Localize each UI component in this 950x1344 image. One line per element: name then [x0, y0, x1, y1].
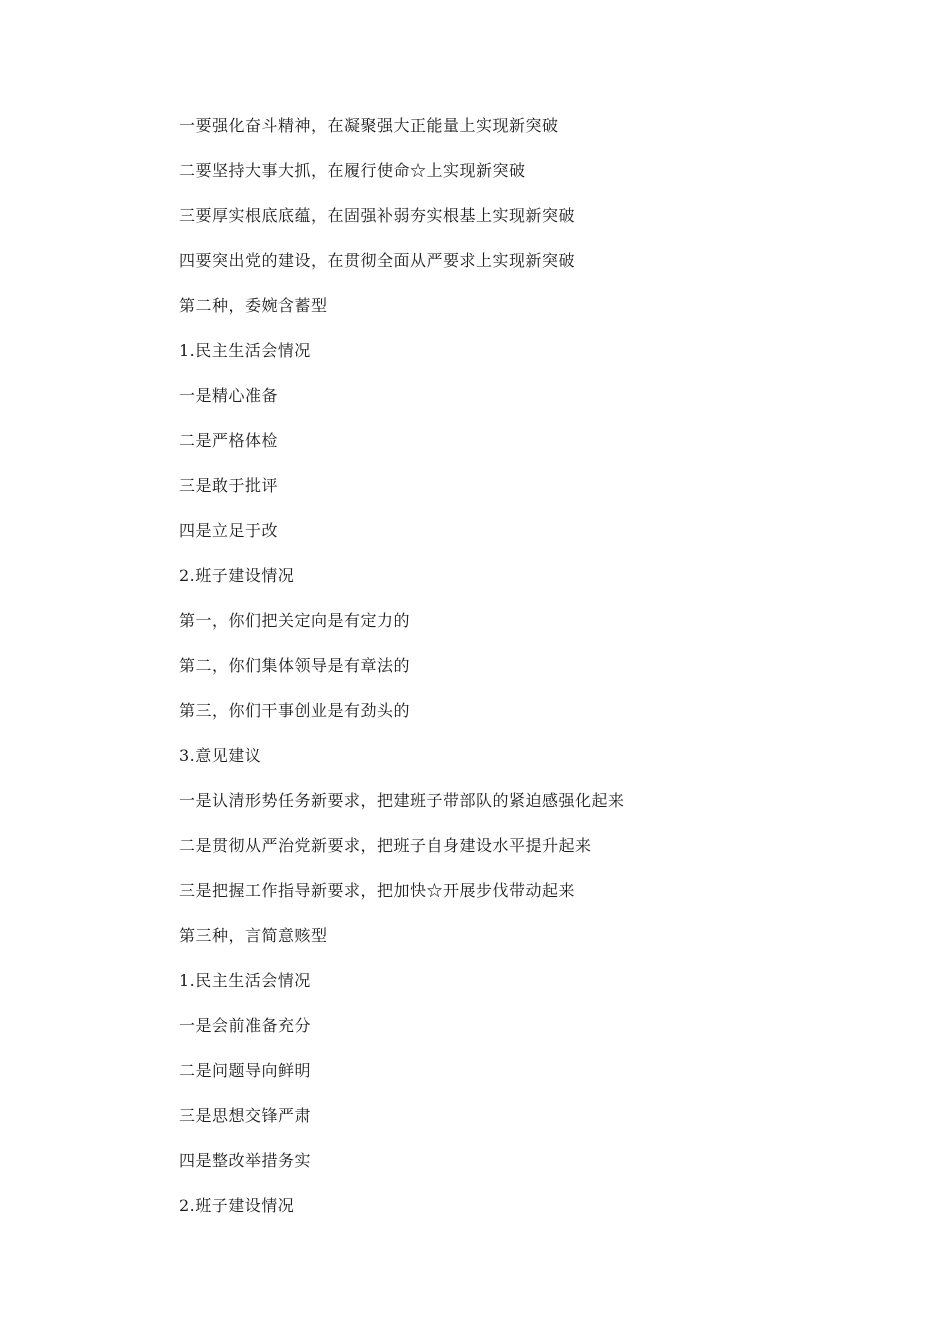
subsection-heading: 1.民主生活会情况	[179, 971, 311, 990]
text-line: 三要厚实根底底蕴，在固强补弱夯实根基上实现新突破	[179, 206, 576, 225]
text-line: 二是贯彻从严治党新要求，把班子自身建设水平提升起来	[179, 836, 592, 855]
text-line: 一是会前准备充分	[179, 1016, 312, 1035]
document-body	[179, 114, 625, 1239]
text-line: 三是把握工作指导新要求，把加快☆开展步伐带动起来	[179, 881, 576, 900]
text-line: 四是立足于改	[179, 521, 279, 540]
subsection-heading: 1.民主生活会情况	[179, 341, 311, 360]
subsection-heading: 2.班子建设情况	[179, 566, 295, 585]
text-line: 三是敢于批评	[179, 476, 279, 495]
text-line: 二是问题导向鲜明	[179, 1061, 312, 1080]
text-line: 二要坚持大事大抓，在履行使命☆上实现新突破	[179, 161, 526, 180]
subsection-heading: 3.意见建议	[179, 746, 262, 765]
text-line: 第二，你们集体领导是有章法的	[179, 656, 411, 675]
text-line: 一是认清形势任务新要求，把建班子带部队的紧迫感强化起来	[179, 791, 625, 810]
text-line: 二是严格体检	[179, 431, 279, 450]
subsection-heading: 2.班子建设情况	[179, 1196, 295, 1215]
text-line: 一要强化奋斗精神，在凝聚强大正能量上实现新突破	[179, 116, 559, 135]
text-line: 第一，你们把关定向是有定力的	[179, 611, 411, 630]
section-heading: 第三种，言简意赅型	[179, 926, 328, 945]
text-line: 四是整改举措务实	[179, 1151, 312, 1170]
text-line: 三是思想交锋严肃	[179, 1106, 312, 1125]
text-line: 四要突出党的建设，在贯彻全面从严要求上实现新突破	[179, 251, 576, 270]
text-line: 一是精心准备	[179, 386, 279, 405]
section-heading: 第二种，委婉含蓄型	[179, 296, 328, 315]
text-line: 第三，你们干事创业是有劲头的	[179, 701, 411, 720]
